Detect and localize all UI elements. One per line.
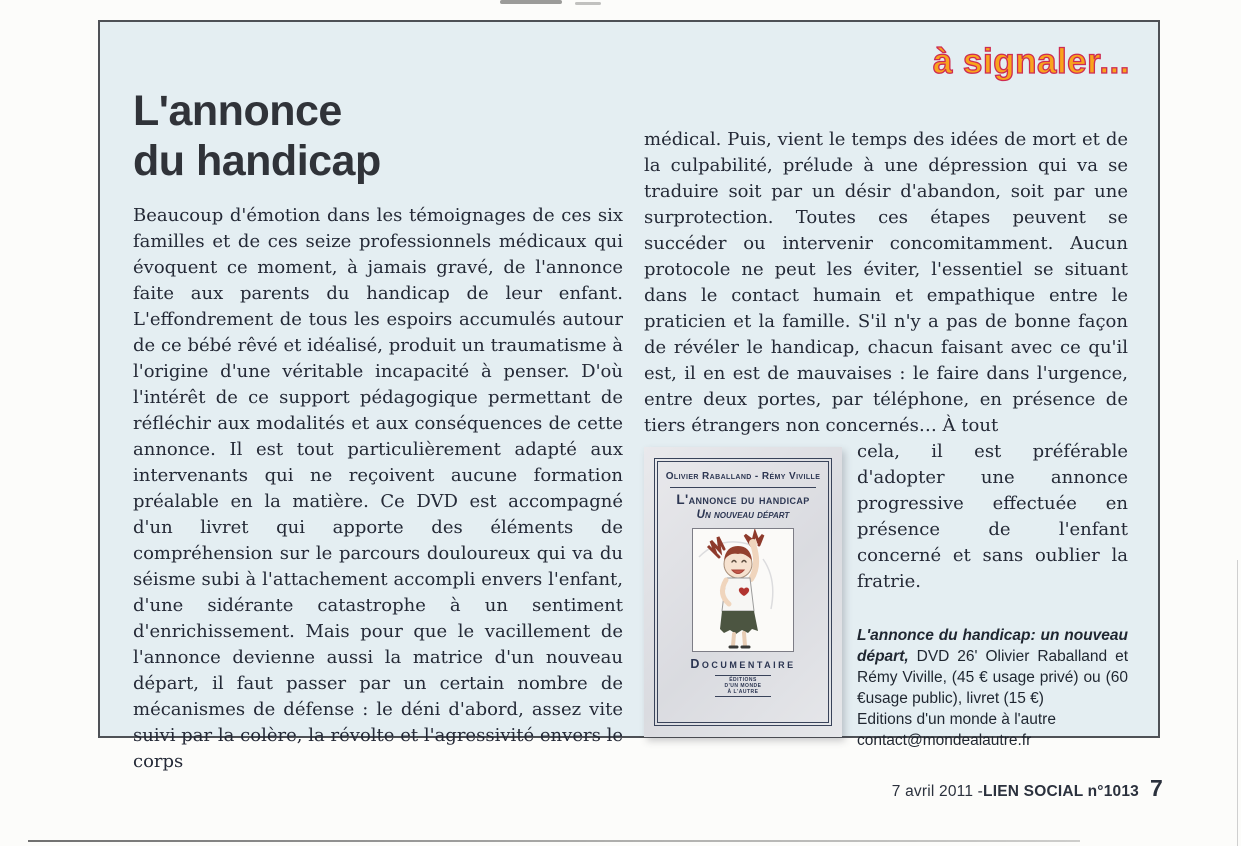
dvd-title: L'annonce du handicap [676, 492, 810, 507]
signal-section-badge: à signaler... [932, 42, 1130, 81]
girl-sketch-icon [693, 529, 793, 651]
article-paragraph-right-narrow: cela, il est préférable d'adopter une annonce progressive effectuée en présence de l'enfant concerné et sans oublier la fratrie. [857, 441, 1128, 592]
dvd-cover-image [644, 447, 842, 737]
article-title-line2: du handicap [133, 137, 381, 185]
article-paragraph-right: médical. Puis, vient le temps des idées de mort et de la culpabilité, prélude à une dépression qui va se traduire soit par un désir d'abandon, soit par une surprotection. Toutes ces étapes peuvent se succéder ou intervenir concomitamment. Aucun protocole ne peut les éviter, l'essentiel se situant dans le contact humain et empathique entre le praticien et la famille. S'il n'y a pas de bonne façon de révéler le handicap, chacun faisant avec ce qu'il est, il en est de mauvaises : le faire dans l'urgence, entre deux portes, par téléphone, en présence de tiers étrangers non concernés… À tout [644, 129, 1128, 436]
article-columns [100, 22, 1158, 775]
scan-artifact-top [500, 0, 562, 4]
scan-artifact-top-2 [575, 2, 601, 5]
footer-date: 7 avril 2011 - [891, 783, 984, 800]
article-content-box [98, 20, 1160, 772]
dvd-rule-divider [670, 487, 816, 488]
dvd-publisher-logo [715, 675, 771, 697]
caption-publisher: Editions d'un monde à l'autre [857, 711, 1056, 728]
dvd-publisher-line2: D'UN MONDE [724, 683, 762, 689]
scan-artifact-bottom [28, 840, 1080, 842]
dvd-publisher-line1: ÉDITIONS [729, 677, 757, 683]
article-paragraph-left: Beaucoup d'émotion dans les témoignages de ces six familles et de ces seize professionnels médicaux qui évoquent ce moment, à jamais gravé, de l'annonce faite aux parents du handicap de leur enfant. L'effondrement de tous les espoirs accumulés autour de ce bébé rêvé et idéalisé, produit un traumatisme à l'origine d'une véritable incapacité à penser. D'où l'intérêt de ce support pédagogique permettant de réfléchir aux modalités et aux conséquences de cette annonce. Il est tout particulièrement adapté aux intervenants qui ne reçoivent aucune formation préalable en la matière. Ce DVD est accompagné d'un livret qui apporte des éléments de compréhension sur le parcours douloureux qui va du séisme subi à l'attachement accompli envers l'enfant, d'une sidérante catastrophe à un sentiment d'enrichissement. Mais pour que le vacillement de l'annonce devienne aussi la matrice d'un nouveau départ, il faut passer par un certain nombre de mécanismes de défense : le déni d'abord, assez vite suivi par la colère, la révolte et l'agressivité envers le corps [133, 205, 623, 772]
dvd-cover-frame-inner [657, 461, 829, 723]
article-title [133, 86, 623, 186]
caption-email: contact@mondealautre.fr [857, 732, 1032, 749]
page-footer [892, 775, 1163, 802]
footer-journal-name: LIEN SOCIAL n°1013 [983, 783, 1139, 800]
right-column [644, 22, 1128, 775]
dvd-genre-label: Documentaire [690, 657, 796, 671]
dvd-subtitle: Un nouveau départ [696, 509, 790, 521]
dvd-authors: Olivier Raballand - Rémy Viville [665, 471, 821, 482]
caption-details: DVD 26' Olivier Raballand et Rémy Viville, (45 € usage privé) ou (60 €usage public), livret (15 €) [857, 648, 1128, 707]
dvd-publisher-line3: À L'AUTRE [727, 689, 759, 695]
caption-title: L'annonce du handicap: un nouveau départ, [857, 627, 1128, 665]
scan-artifact-right [1237, 560, 1238, 846]
article-title-line1: L'annonce [133, 87, 342, 135]
dvd-cover-frame [654, 458, 832, 726]
footer-page-number: 7 [1150, 775, 1163, 801]
dvd-girl-illustration [692, 528, 794, 652]
left-column [133, 22, 623, 775]
